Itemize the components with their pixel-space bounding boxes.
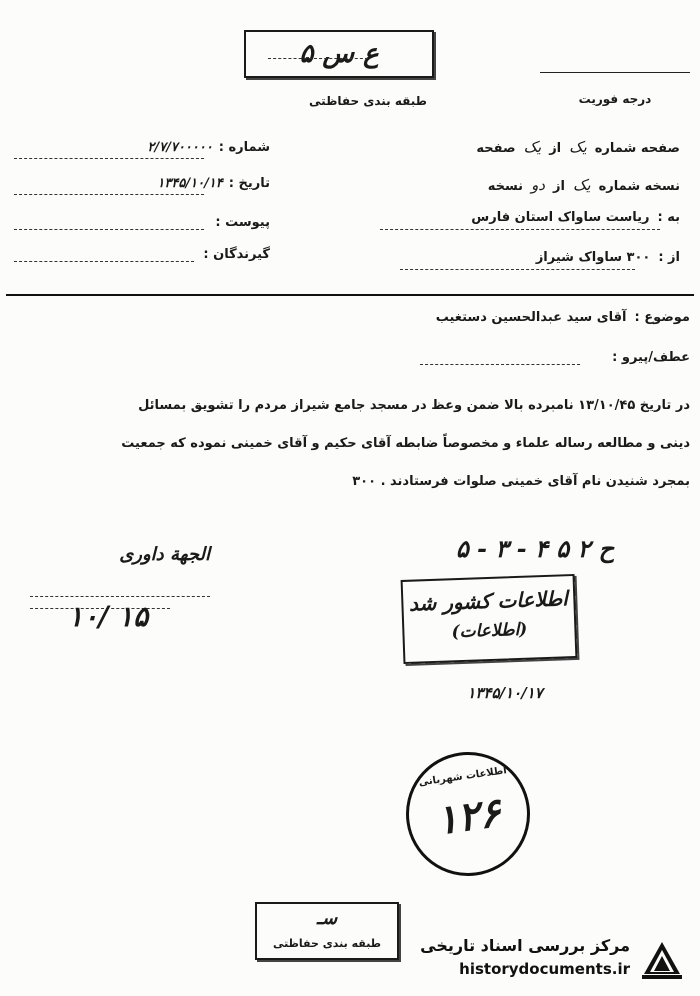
page-value: یک bbox=[569, 138, 587, 156]
body-line-1: در تاریخ ۱۳/۱۰/۴۵ نامبرده بالا ضمن وعظ در مسجد جامع شیراز مردم را تشویق بمسائل bbox=[138, 398, 690, 413]
book-logo-icon bbox=[636, 934, 688, 986]
from-value: ۳۰۰ ساواک شیراز bbox=[535, 250, 651, 265]
recipients-row bbox=[60, 243, 270, 262]
from-dotline bbox=[400, 269, 635, 270]
to-dotline bbox=[380, 229, 660, 230]
page-of: از bbox=[549, 141, 562, 156]
from-row bbox=[370, 250, 680, 265]
bottom-classification-stamp bbox=[255, 902, 399, 960]
page-label: صفحه شماره bbox=[594, 141, 680, 156]
subject-row bbox=[330, 310, 690, 325]
header-divider bbox=[6, 294, 694, 296]
date-label: تاریخ : bbox=[228, 176, 270, 191]
recipients-dotline bbox=[14, 261, 194, 262]
date-dotline bbox=[14, 194, 204, 195]
received-stamp-top: اطلاعات کشور شد bbox=[408, 586, 569, 616]
attachment-label: پیوست : bbox=[215, 215, 270, 230]
attachment-row bbox=[60, 211, 270, 230]
left-note-2: ۱۰/ ۱۵ bbox=[68, 600, 149, 633]
number-value: ۲/۷/۷۰۰۰۰۰ bbox=[147, 140, 213, 155]
classification-stamp bbox=[244, 30, 434, 78]
number-label: شماره : bbox=[218, 140, 270, 155]
subject-label: موضوع : bbox=[634, 310, 690, 325]
to-value: ریاست ساواک استان فارس bbox=[471, 210, 650, 225]
reference-dotline bbox=[420, 364, 580, 365]
body-line-2: دینی و مطالعه رساله علماء و مخصوصاً ضابطه آقای حکیم و آقای خمینی نموده که جمعیت bbox=[121, 436, 690, 451]
watermark-site: historydocuments.ir bbox=[459, 960, 630, 978]
urgency-line bbox=[540, 72, 690, 73]
from-label: از : bbox=[658, 250, 680, 265]
urgency-label: درجه فوریت bbox=[578, 92, 652, 106]
copy-of: از bbox=[553, 179, 565, 194]
page-word: صفحه bbox=[476, 141, 516, 156]
to-row bbox=[370, 210, 680, 225]
left-note-1: الجهة داوری bbox=[119, 544, 210, 565]
bottom-stamp-bottom: طبقه بندی حفاظتی bbox=[272, 937, 382, 950]
classification-stamp-text: ع س ۵ bbox=[299, 39, 379, 69]
subject-value: آقای سید عبدالحسین دستغیب bbox=[435, 310, 627, 325]
copy-word: نسخه bbox=[487, 179, 524, 194]
date-value: ۱۳۴۵/۱۰/۱۴ bbox=[157, 176, 223, 191]
number-row bbox=[60, 140, 270, 155]
number-dotline bbox=[14, 158, 204, 159]
page-total: یک bbox=[523, 138, 542, 156]
left-note-dotline-1 bbox=[30, 596, 210, 597]
round-stamp-number: ۱۲۶ bbox=[433, 788, 504, 845]
classification-label: طبقه بندی حفاظتی bbox=[309, 94, 427, 108]
date-row bbox=[60, 176, 270, 191]
received-date: ۱۳۴۵/۱۰/۱۷ bbox=[467, 684, 543, 702]
copy-row bbox=[370, 176, 680, 194]
round-stamp-top: اطلاعات شهربانی bbox=[418, 765, 508, 789]
received-stamp bbox=[401, 574, 578, 664]
copy-label: نسخه شماره bbox=[598, 179, 680, 194]
copy-value: یک bbox=[572, 176, 591, 194]
round-stamp bbox=[398, 744, 538, 884]
body-line-3: بمجرد شنیدن نام آقای خمینی صلوات فرستادند . ۳۰۰ bbox=[352, 474, 690, 489]
recipients-label: گیرندگان : bbox=[203, 247, 270, 262]
to-label: به : bbox=[657, 210, 680, 225]
bottom-stamp-top: سـ bbox=[316, 908, 338, 929]
attachment-dotline bbox=[14, 229, 204, 230]
watermark-logo bbox=[636, 934, 688, 986]
copy-total: دو bbox=[531, 176, 545, 194]
page-row bbox=[370, 138, 680, 156]
right-note: ح ۲ ۵ ۴ - ۳ - ۵ bbox=[455, 534, 615, 563]
reference-label: عطف/پیرو : bbox=[612, 350, 690, 365]
watermark-org-name: مرکز بررسی اسناد تاریخی bbox=[420, 936, 630, 955]
received-stamp-bottom: (اطلاعات) bbox=[451, 619, 528, 643]
classification-dotline bbox=[268, 58, 368, 59]
